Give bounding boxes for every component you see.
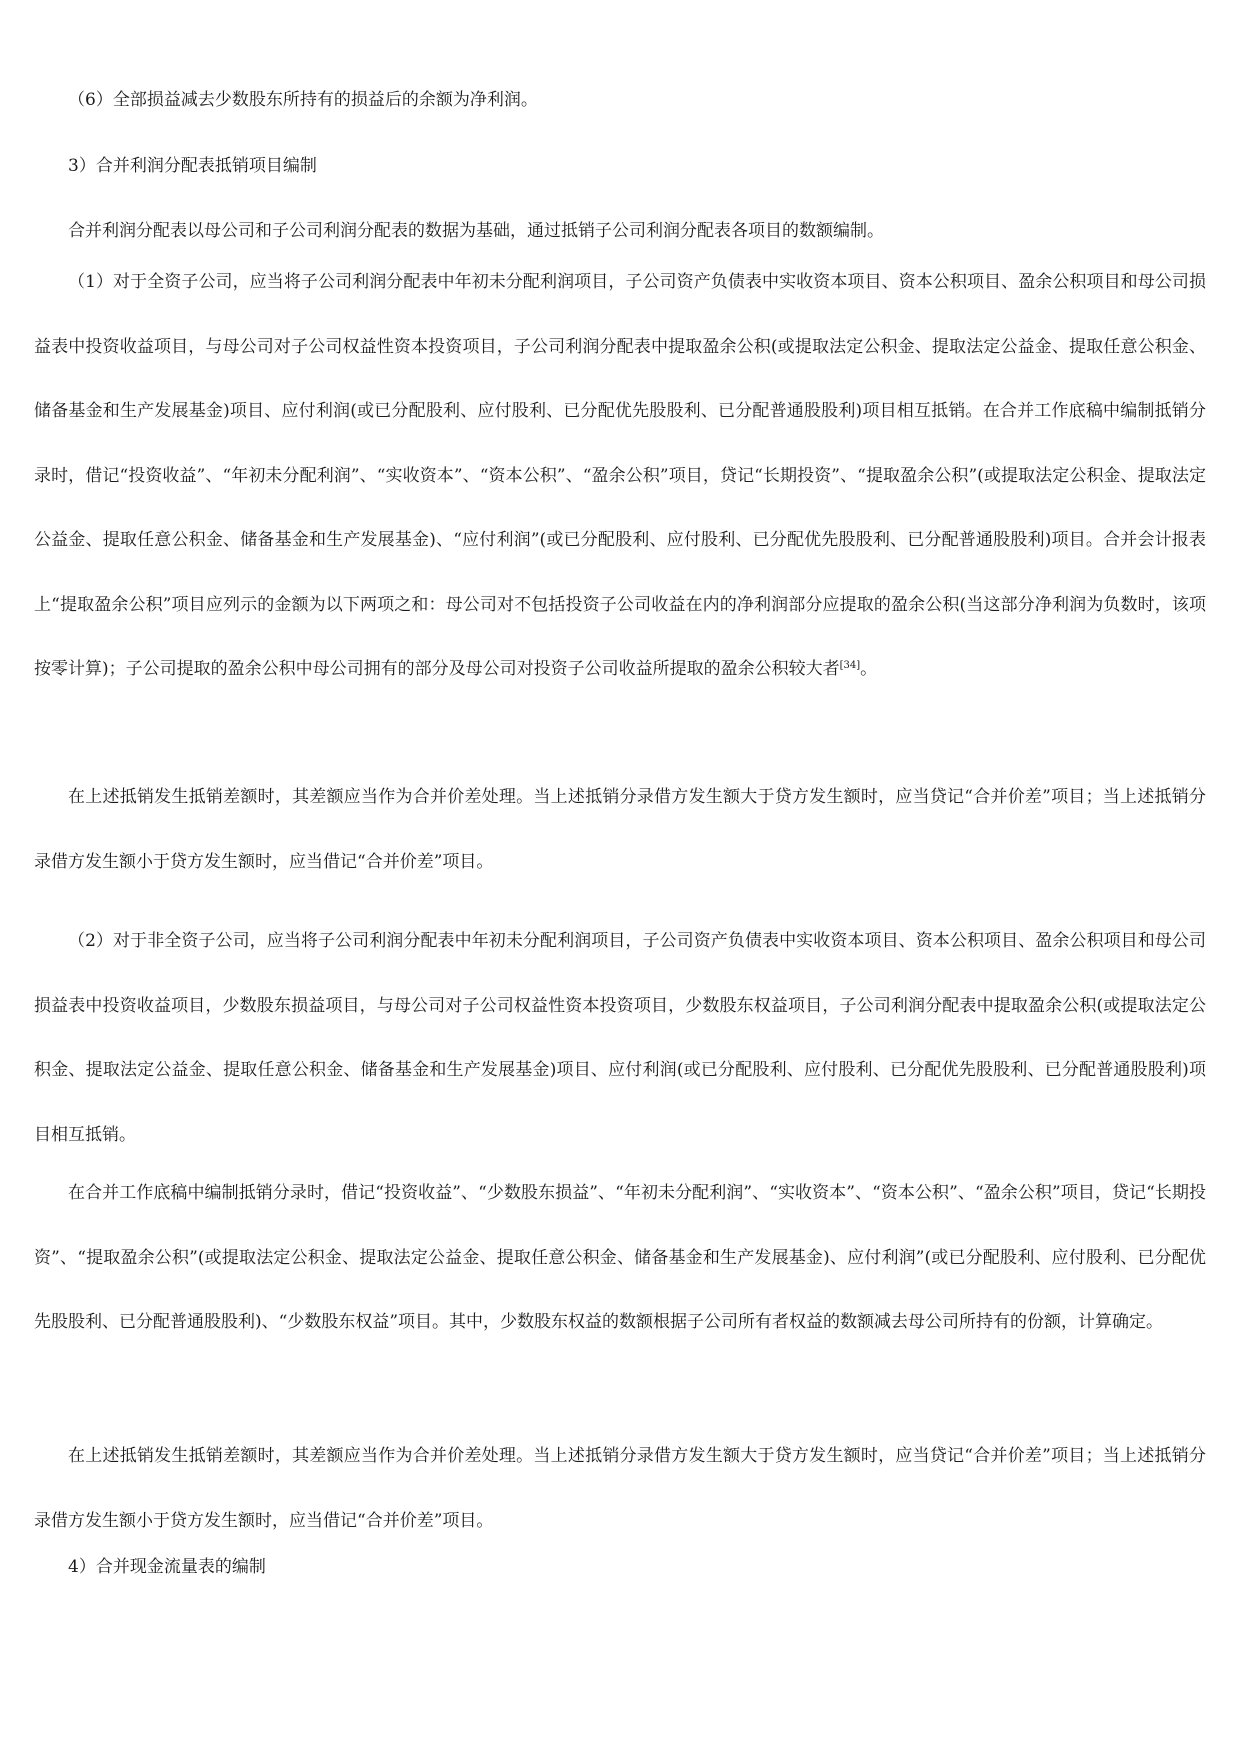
paragraph-difference-2: 在上述抵销发生抵销差额时，其差额应当作为合并价差处理。当上述抵销分录借方发生额大于贷方发生额时，应当贷记“合并价差”项目；当上述抵销分录借方发生额小于贷方发生额时，应当借记“合并价差”项目。 bbox=[34, 1446, 1206, 1531]
paragraph-item-6: （6）全部损益减去少数股东所持有的损益后的余额为净利润。 bbox=[68, 90, 538, 110]
section-heading-4: 4）合并现金流量表的编制 bbox=[68, 1557, 266, 1577]
paragraph-wholly-owned-end: 。 bbox=[860, 659, 878, 679]
paragraph-intro: 合并利润分配表以母公司和子公司利润分配表的数据为基础，通过抵销子公司利润分配表各项目的数额编制。 bbox=[68, 221, 884, 241]
paragraph-wholly-owned-text: （1）对于全资子公司，应当将子公司利润分配表中年初未分配利润项目，子公司资产负债表中实收资本项目、资本公积项目、盈余公积项目和母公司损益表中投资收益项目，与母公司对子公司权益性资本投资项目，子公司利润分配表中提取盈余公积(或提取法定公积金、提取法定公益金、提取任意公积金、储备基金和生产发展基金)项目、应付利润(或已分配股利、应付股利、已分配优先股股利、已分配普通股股利)项目相互抵销。在合并工作底稿中编制抵销分录时，借记“投资收益”、“年初未分配利润”、“实收资本”、“资本公积”、“盈余公积”项目，贷记“长期投资”、“提取盈余公积”(或提取法定公积金、提取法定公益金、提取任意公积金、储备基金和生产发展基金)、“应付利润”(或已分配股利、应付股利、已分配优先股股利、已分配普通股股利)项目。合并会计报表上“提取盈余公积”项目应列示的金额为以下两项之和：母公司对不包括投资子公司收益在内的净利润部分应提取的盈余公积(当这部分净利润为负数时，该项按零计算)；子公司提取的盈余公积中母公司拥有的部分及母公司对投资子公司收益所提取的盈余公积较大者 bbox=[34, 272, 1206, 679]
paragraph-wholly-owned bbox=[34, 250, 1206, 702]
paragraph-non-wholly-owned: （2）对于非全资子公司，应当将子公司利润分配表中年初未分配利润项目，子公司资产负债表中实收资本项目、资本公积项目、盈余公积项目和母公司损益表中投资收益项目，少数股东损益项目，与母公司对子公司权益性资本投资项目，少数股东权益项目，子公司利润分配表中提取盈余公积(或提取法定公积金、提取法定公益金、提取任意公积金、储备基金和生产发展基金)项目、应付利润(或已分配股利、应付股利、已分配优先股股利、已分配普通股股利)项目相互抵销。 bbox=[34, 931, 1206, 1145]
paragraph-difference-1: 在上述抵销发生抵销差额时，其差额应当作为合并价差处理。当上述抵销分录借方发生额大于贷方发生额时，应当贷记“合并价差”项目；当上述抵销分录借方发生额小于贷方发生额时，应当借记“合并价差”项目。 bbox=[34, 787, 1206, 872]
paragraph-journal-entry: 在合并工作底稿中编制抵销分录时，借记“投资收益”、“少数股东损益”、“年初未分配利润”、“实收资本”、“资本公积”、“盈余公积”项目，贷记“长期投资”、“提取盈余公积”(或提取法定公积金、提取法定公益金、提取任意公积金、储备基金和生产发展基金)、应付利润”(或已分配股利、应付股利、已分配优先股股利、已分配普通股股利)、“少数股东权益”项目。其中，少数股东权益的数额根据子公司所有者权益的数额减去母公司所持有的份额，计算确定。 bbox=[34, 1183, 1206, 1332]
section-heading-3: 3）合并利润分配表抵销项目编制 bbox=[68, 156, 317, 176]
citation-ref: [34] bbox=[839, 660, 861, 671]
document-page bbox=[34, 0, 1206, 1754]
